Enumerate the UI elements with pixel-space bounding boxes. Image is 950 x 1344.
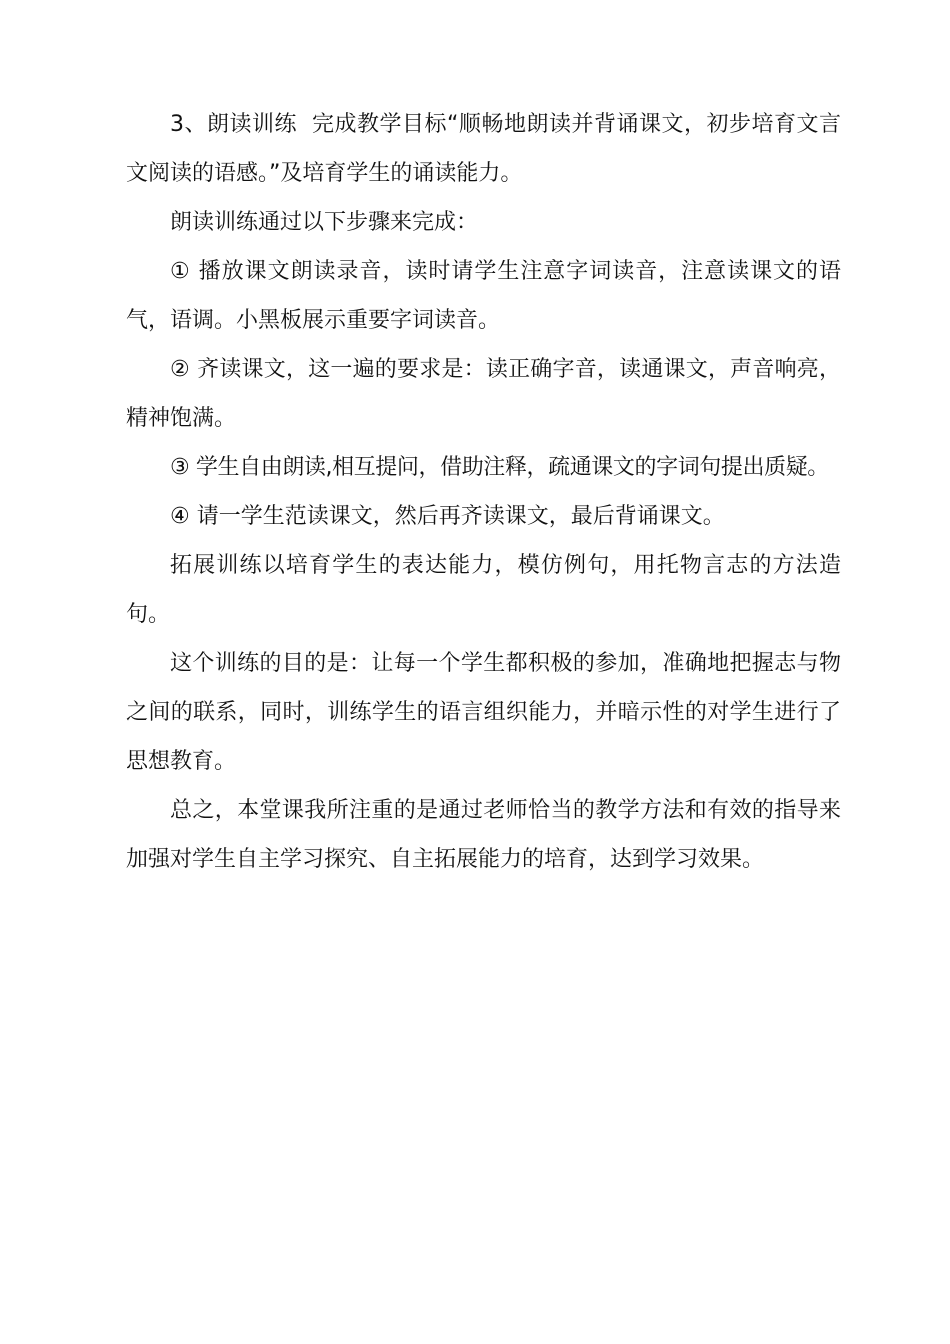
paragraph-step-1: ① 播放课文朗读录音，读时请学生注意字词读音，注意读课文的语气，语调。小黑板展示重要字词读音。 (126, 259, 841, 333)
paragraph-step-4: ④ 请一学生范读课文，然后再齐读课文，最后背诵课文。 (170, 504, 725, 529)
paragraph-step-2: ② 齐读课文，这一遍的要求是：读正确字音，读通课文，声音响亮，精神饱满。 (126, 357, 841, 431)
paragraph-summary: 总之，本堂课我所注重的是通过老师恰当的教学方法和有效的指导来加强对学生自主学习探究、自主拓展能力的培育，达到学习效果。 (126, 798, 841, 872)
paragraph-steps-intro: 朗读训练通过以下步骤来完成： (170, 210, 479, 235)
paragraph-reading-training-goal: 3、朗读训练 完成教学目标“顺畅地朗读并背诵课文，初步培育文言文阅读的语感。”及培育学生的诵读能力。 (126, 112, 841, 186)
paragraph-step-3: ③ 学生自由朗读,相互提问，借助注释，疏通课文的字词句提出质疑。 (170, 455, 829, 480)
paragraph-extension-training: 拓展训练以培育学生的表达能力，模仿例句，用托物言志的方法造句。 (126, 553, 841, 627)
document-page (126, 100, 841, 884)
paragraph-training-purpose: 这个训练的目的是：让每一个学生都积极的参加，准确地把握志与物之间的联系，同时，训练学生的语言组织能力，并暗示性的对学生进行了思想教育。 (126, 651, 841, 774)
